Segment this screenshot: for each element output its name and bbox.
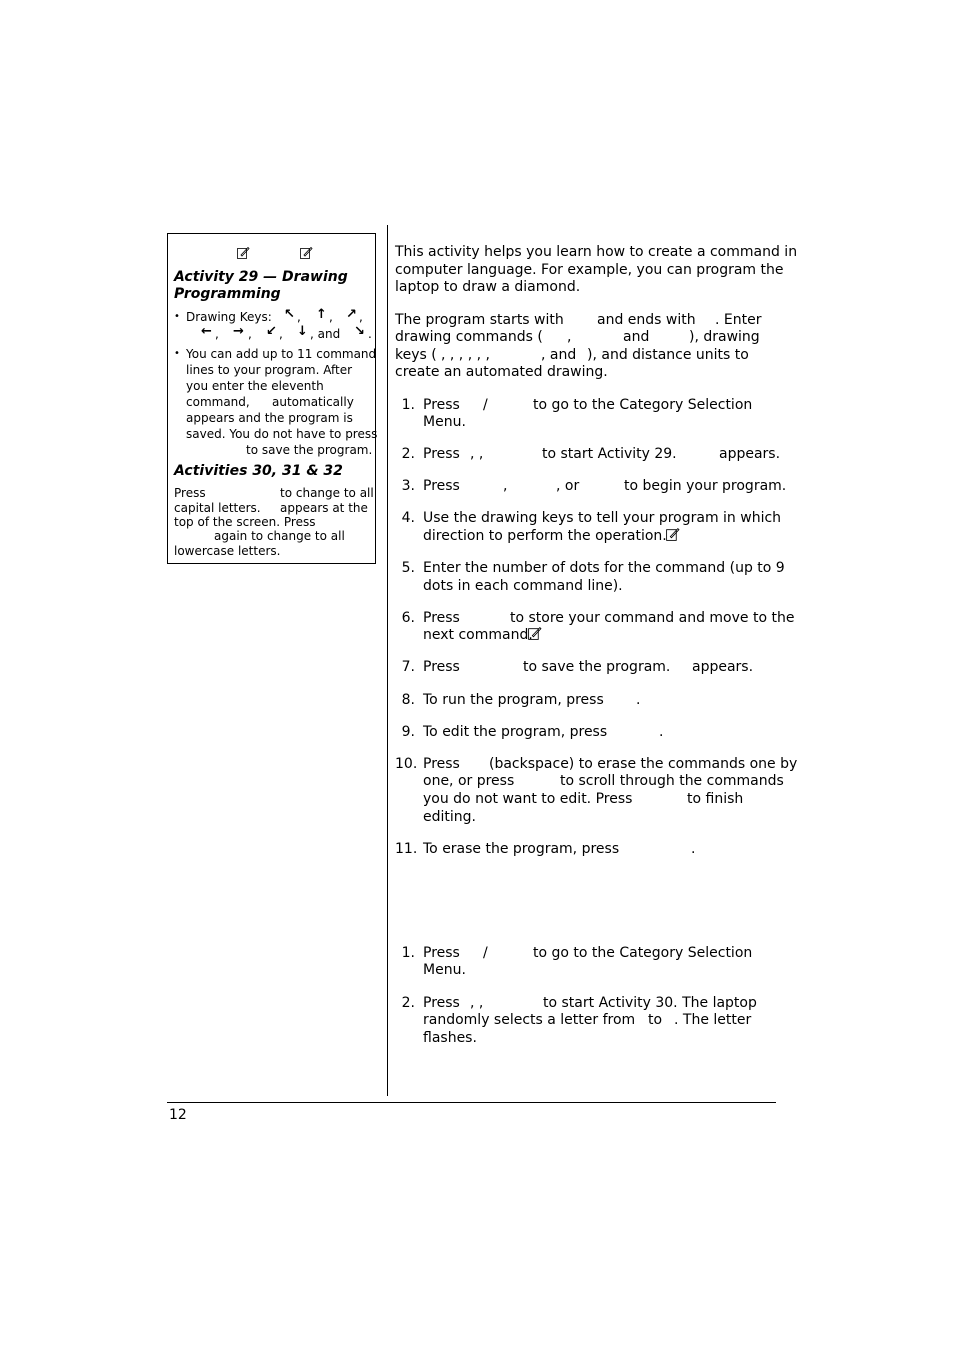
step-text: To edit the program, press [423,724,608,740]
arrow-down-icon: ↓ [297,324,308,339]
step-text: Press [423,478,460,494]
arrow-up-left-icon: ↖ [284,307,295,322]
step-text: Press [423,446,460,462]
step-text: Press [423,659,460,675]
step-text: To erase the program, press [423,841,620,857]
bullet-text-line: saved. You do not have to press [186,427,378,441]
press-text: top of the screen. Press [174,515,316,529]
press-text: lowercase letters. [174,544,281,558]
intro-text: , and [541,347,577,363]
press-text: appears at the [280,501,368,515]
step-text: Menu. [423,962,466,978]
step-text: / [483,945,488,961]
footer-rule [167,1102,776,1103]
step-text: (backspace) to erase the commands one by [489,756,798,772]
step-text: To run the program, press [423,692,604,708]
step-text: dots in each command line). [423,578,623,594]
intro-text: keys ( [395,347,437,363]
arrow-down-right-icon: ↘ [354,324,365,339]
arrow-up-right-icon: ↗ [346,307,357,322]
arrow-down-left-icon: ↙ [266,324,277,339]
step-number: 4. [401,510,415,526]
step-text: to finish [687,791,744,807]
step-text: . [636,692,641,708]
page-number: 12 [169,1107,187,1123]
step-text: Press [423,610,460,626]
step-text: , , [470,995,484,1011]
step-number: 2. [401,446,415,462]
comma: , [248,327,252,341]
bullet-text-line: You can add up to 11 command [186,347,377,361]
note-icon [665,527,680,542]
step-number: 8. [401,692,415,708]
step-text: Press [423,397,460,413]
step-number: 1. [401,945,415,961]
press-text: again to change to all [214,529,345,543]
bullet-text-line: you enter the eleventh [186,379,324,393]
intro-text: drawing commands ( [395,329,543,345]
bullet-text-line: automatically [272,395,354,409]
step-text: to scroll through the commands [560,773,784,789]
step-text: . [659,724,664,740]
press-text: capital letters. [174,501,261,515]
column-divider [387,225,388,1096]
step-text: randomly selects a letter from [423,1012,636,1028]
intro-text: and [623,329,650,345]
step-text: appears. [692,659,754,675]
bullet-text-line: command, [186,395,250,409]
bullet: • [174,348,180,359]
step-number: 1. [401,397,415,413]
press-text: to change to all [280,486,374,500]
activity-29-heading: Activity 29 — Drawing Programming [174,269,348,302]
intro-line: computer language. For example, you can program the [395,262,784,278]
intro-text: , [567,329,572,345]
step-number: 7. [401,659,415,675]
bullet-text-line: appears and the program is [186,411,353,425]
step-text: to store your command and move to the [510,610,795,626]
step-number: 6. [401,610,415,626]
step-number: 10. [395,756,418,772]
step-text: one, or press [423,773,515,789]
intro-line: This activity helps you learn how to create a command in [395,244,798,260]
intro-text: ), drawing [689,329,760,345]
drawing-keys-label: Drawing Keys: [186,310,272,324]
step-text: to start Activity 29. [542,446,677,462]
step-text: Press [423,945,460,961]
note-icon [299,246,313,260]
step-text: Press [423,756,460,772]
step-text: editing. [423,809,476,825]
comma: , [329,310,333,324]
step-text: you do not want to edit. Press [423,791,633,807]
bullet-text-line: to save the program. [246,443,373,457]
step-text: Use the drawing keys to tell your program in which [423,510,782,526]
step-text: to go to the Category Selection [533,397,753,413]
bullet: • [174,311,180,322]
arrow-right-icon: → [233,324,244,339]
step-text: appears. [719,446,781,462]
intro-text: . Enter [715,312,762,328]
step-number: 2. [401,995,415,1011]
comma: , [359,310,363,324]
sidebar-notes-box [167,233,376,564]
step-number: 5. [401,560,415,576]
step-text: Menu. [423,414,466,430]
step-number: 11. [395,841,418,857]
step-text: / [483,397,488,413]
bullet-text-line: lines to your program. After [186,363,353,377]
press-text: Press [174,486,206,500]
step-text: to start Activity 30. The laptop [543,995,757,1011]
and-text: , and [310,327,341,341]
arrow-up-icon: ↑ [316,307,327,322]
step-text: to begin your program. [624,478,787,494]
note-icon [527,626,542,641]
intro-line: laptop to draw a diamond. [395,279,581,295]
step-text: to save the program. [523,659,671,675]
step-text: flashes. [423,1030,477,1046]
comma: , [297,310,301,324]
step-text: , , [470,446,484,462]
intro-text: The program starts with [395,312,564,328]
step-text: Enter the number of dots for the command (up to 9 [423,560,785,576]
step-text: . [691,841,696,857]
step-text: , [503,478,508,494]
comma: , [215,327,219,341]
period: . [368,327,372,341]
intro-text: , , , , , , [441,347,490,363]
step-text: direction to perform the operation. [423,528,667,544]
step-text: Press [423,995,460,1011]
arrow-left-icon: ← [201,324,212,339]
step-text: next command. [423,627,533,643]
step-text: to [648,1012,663,1028]
intro-text: ), and distance units to [587,347,749,363]
activities-30-32-heading: Activities 30, 31 & 32 [174,463,343,479]
intro-text: create an automated drawing. [395,364,608,380]
step-number: 3. [401,478,415,494]
step-text: , or [556,478,580,494]
step-text: . The letter [674,1012,752,1028]
comma: , [279,327,283,341]
step-number: 9. [401,724,415,740]
step-text: to go to the Category Selection [533,945,753,961]
note-icon [236,246,250,260]
intro-text: and ends with [597,312,696,328]
